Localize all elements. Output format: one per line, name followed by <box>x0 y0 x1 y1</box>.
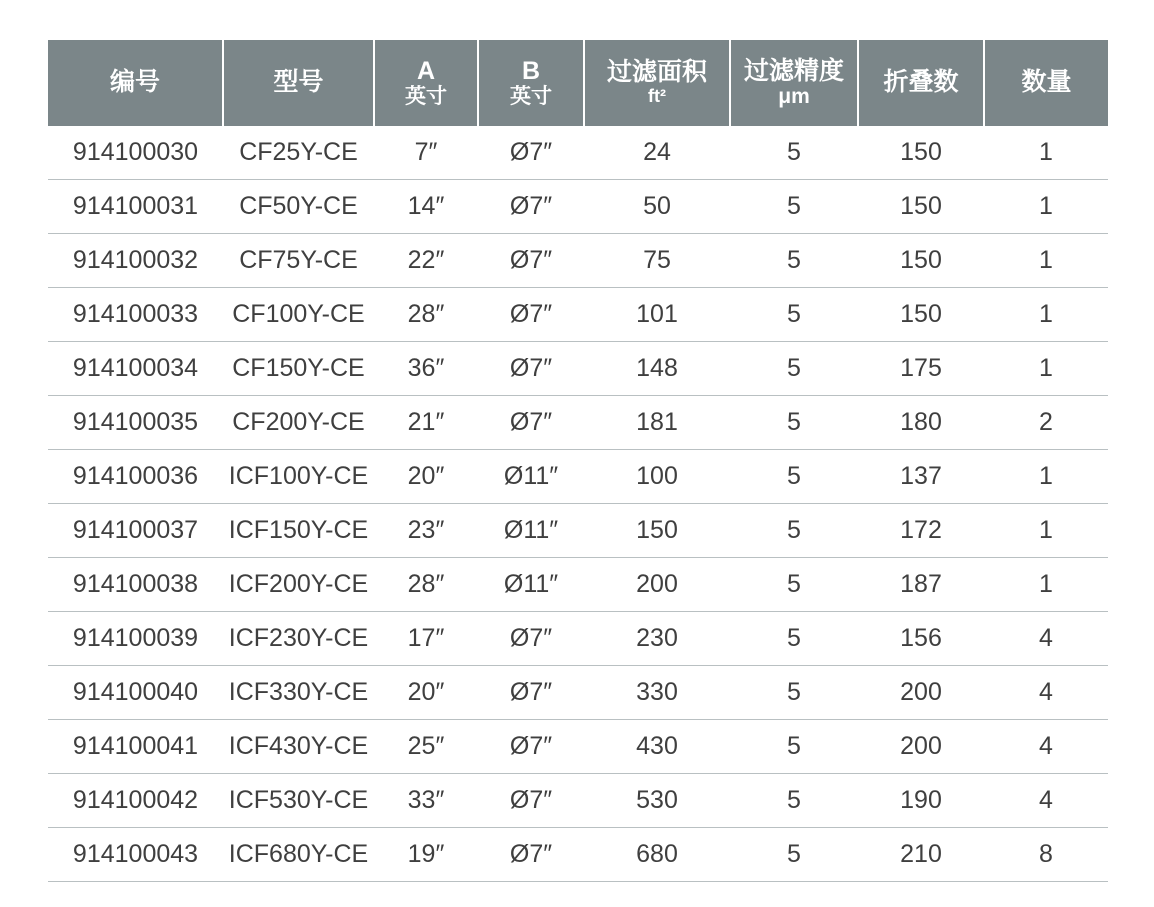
cell-b: Ø11″ <box>478 558 584 612</box>
table-row <box>48 396 1108 450</box>
table-body <box>48 126 1108 882</box>
cell-id: 914100031 <box>48 180 223 234</box>
cell-pleat-count: 150 <box>858 180 984 234</box>
cell-b: Ø7″ <box>478 234 584 288</box>
cell-filter-area: 680 <box>584 828 730 882</box>
cell-a: 28″ <box>374 558 478 612</box>
column-header-a <box>374 40 478 126</box>
cell-filter-rating: 5 <box>730 234 858 288</box>
cell-quantity: 8 <box>984 828 1108 882</box>
cell-filter-area: 150 <box>584 504 730 558</box>
cell-quantity: 1 <box>984 180 1108 234</box>
cell-pleat-count: 137 <box>858 450 984 504</box>
cell-id: 914100032 <box>48 234 223 288</box>
cell-a: 17″ <box>374 612 478 666</box>
cell-b: Ø7″ <box>478 612 584 666</box>
cell-id: 914100039 <box>48 612 223 666</box>
cell-model: CF200Y-CE <box>223 396 374 450</box>
cell-filter-rating: 5 <box>730 288 858 342</box>
column-header-b-unit: 英寸 <box>510 85 552 109</box>
column-header-id <box>48 40 223 126</box>
cell-filter-rating: 5 <box>730 774 858 828</box>
column-header-filter-area <box>584 40 730 126</box>
cell-quantity: 1 <box>984 234 1108 288</box>
cell-quantity: 1 <box>984 342 1108 396</box>
cell-quantity: 1 <box>984 504 1108 558</box>
cell-pleat-count: 200 <box>858 720 984 774</box>
column-header-quantity <box>984 40 1108 126</box>
cell-b: Ø7″ <box>478 666 584 720</box>
header-row <box>48 40 1108 126</box>
table-row <box>48 288 1108 342</box>
cell-pleat-count: 200 <box>858 666 984 720</box>
cell-b: Ø7″ <box>478 774 584 828</box>
cell-b: Ø7″ <box>478 720 584 774</box>
cell-filter-area: 330 <box>584 666 730 720</box>
cell-quantity: 4 <box>984 774 1108 828</box>
cell-filter-rating: 5 <box>730 612 858 666</box>
cell-model: CF100Y-CE <box>223 288 374 342</box>
cell-id: 914100040 <box>48 666 223 720</box>
cell-id: 914100038 <box>48 558 223 612</box>
cell-filter-area: 230 <box>584 612 730 666</box>
cell-id: 914100035 <box>48 396 223 450</box>
cell-a: 36″ <box>374 342 478 396</box>
column-header-b-label: B <box>521 56 541 85</box>
column-header-filter-rating <box>730 40 858 126</box>
cell-model: ICF330Y-CE <box>223 666 374 720</box>
cell-filter-rating: 5 <box>730 180 858 234</box>
cell-pleat-count: 150 <box>858 288 984 342</box>
cell-a: 23″ <box>374 504 478 558</box>
cell-filter-rating: 5 <box>730 504 858 558</box>
cell-filter-area: 430 <box>584 720 730 774</box>
cell-quantity: 1 <box>984 126 1108 180</box>
cell-a: 20″ <box>374 666 478 720</box>
cell-pleat-count: 175 <box>858 342 984 396</box>
cell-filter-area: 148 <box>584 342 730 396</box>
table-row <box>48 504 1108 558</box>
cell-quantity: 4 <box>984 720 1108 774</box>
cell-b: Ø11″ <box>478 504 584 558</box>
column-header-model-label: 型号 <box>273 68 324 97</box>
cell-quantity: 4 <box>984 666 1108 720</box>
column-header-pleat-count-label: 折叠数 <box>883 68 959 97</box>
cell-model: CF25Y-CE <box>223 126 374 180</box>
cell-filter-rating: 5 <box>730 828 858 882</box>
cell-b: Ø7″ <box>478 180 584 234</box>
column-header-filter-rating-label: 过滤精度 <box>743 56 844 85</box>
specification-table <box>48 40 1108 882</box>
cell-a: 21″ <box>374 396 478 450</box>
cell-b: Ø7″ <box>478 288 584 342</box>
cell-a: 25″ <box>374 720 478 774</box>
column-header-a-label: A <box>416 56 436 85</box>
cell-filter-rating: 5 <box>730 558 858 612</box>
cell-model: ICF430Y-CE <box>223 720 374 774</box>
cell-model: CF75Y-CE <box>223 234 374 288</box>
table-row <box>48 774 1108 828</box>
cell-filter-rating: 5 <box>730 450 858 504</box>
cell-id: 914100042 <box>48 774 223 828</box>
cell-a: 19″ <box>374 828 478 882</box>
table-row <box>48 720 1108 774</box>
cell-pleat-count: 156 <box>858 612 984 666</box>
cell-filter-rating: 5 <box>730 720 858 774</box>
column-header-filter-area-label: 过滤面积 <box>606 57 707 86</box>
table-row <box>48 126 1108 180</box>
cell-filter-area: 530 <box>584 774 730 828</box>
cell-id: 914100041 <box>48 720 223 774</box>
cell-model: ICF230Y-CE <box>223 612 374 666</box>
cell-quantity: 1 <box>984 450 1108 504</box>
column-header-id-label: 编号 <box>109 68 160 97</box>
cell-pleat-count: 180 <box>858 396 984 450</box>
cell-id: 914100043 <box>48 828 223 882</box>
cell-b: Ø7″ <box>478 126 584 180</box>
cell-id: 914100037 <box>48 504 223 558</box>
cell-model: ICF200Y-CE <box>223 558 374 612</box>
table-row <box>48 666 1108 720</box>
cell-pleat-count: 150 <box>858 234 984 288</box>
cell-filter-area: 101 <box>584 288 730 342</box>
cell-pleat-count: 150 <box>858 126 984 180</box>
cell-model: ICF100Y-CE <box>223 450 374 504</box>
table-row <box>48 450 1108 504</box>
cell-b: Ø7″ <box>478 342 584 396</box>
cell-a: 7″ <box>374 126 478 180</box>
column-header-filter-rating-unit: μm <box>778 85 810 109</box>
cell-model: CF50Y-CE <box>223 180 374 234</box>
cell-filter-area: 200 <box>584 558 730 612</box>
cell-a: 33″ <box>374 774 478 828</box>
cell-model: ICF150Y-CE <box>223 504 374 558</box>
table-header <box>48 40 1108 126</box>
cell-quantity: 2 <box>984 396 1108 450</box>
cell-filter-rating: 5 <box>730 666 858 720</box>
cell-pleat-count: 190 <box>858 774 984 828</box>
cell-filter-area: 100 <box>584 450 730 504</box>
cell-pleat-count: 172 <box>858 504 984 558</box>
table-row <box>48 234 1108 288</box>
cell-filter-area: 181 <box>584 396 730 450</box>
cell-filter-rating: 5 <box>730 342 858 396</box>
cell-quantity: 1 <box>984 288 1108 342</box>
cell-quantity: 4 <box>984 612 1108 666</box>
table-row <box>48 558 1108 612</box>
cell-id: 914100030 <box>48 126 223 180</box>
cell-id: 914100034 <box>48 342 223 396</box>
cell-filter-area: 50 <box>584 180 730 234</box>
cell-quantity: 1 <box>984 558 1108 612</box>
cell-b: Ø7″ <box>478 396 584 450</box>
cell-b: Ø11″ <box>478 450 584 504</box>
cell-model: ICF530Y-CE <box>223 774 374 828</box>
table-row <box>48 612 1108 666</box>
table-row <box>48 828 1108 882</box>
cell-filter-area: 75 <box>584 234 730 288</box>
table-row <box>48 342 1108 396</box>
cell-id: 914100033 <box>48 288 223 342</box>
cell-pleat-count: 187 <box>858 558 984 612</box>
column-header-model <box>223 40 374 126</box>
cell-filter-rating: 5 <box>730 126 858 180</box>
cell-a: 22″ <box>374 234 478 288</box>
column-header-quantity-label: 数量 <box>1021 68 1072 97</box>
cell-a: 20″ <box>374 450 478 504</box>
column-header-filter-area-unit: ft² <box>648 86 666 107</box>
cell-model: CF150Y-CE <box>223 342 374 396</box>
table-row <box>48 180 1108 234</box>
cell-model: ICF680Y-CE <box>223 828 374 882</box>
cell-filter-rating: 5 <box>730 396 858 450</box>
column-header-pleat-count <box>858 40 984 126</box>
column-header-b <box>478 40 584 126</box>
cell-id: 914100036 <box>48 450 223 504</box>
cell-a: 28″ <box>374 288 478 342</box>
cell-filter-area: 24 <box>584 126 730 180</box>
column-header-a-unit: 英寸 <box>405 85 447 109</box>
spec-table-container <box>48 40 1108 882</box>
cell-a: 14″ <box>374 180 478 234</box>
cell-pleat-count: 210 <box>858 828 984 882</box>
cell-b: Ø7″ <box>478 828 584 882</box>
